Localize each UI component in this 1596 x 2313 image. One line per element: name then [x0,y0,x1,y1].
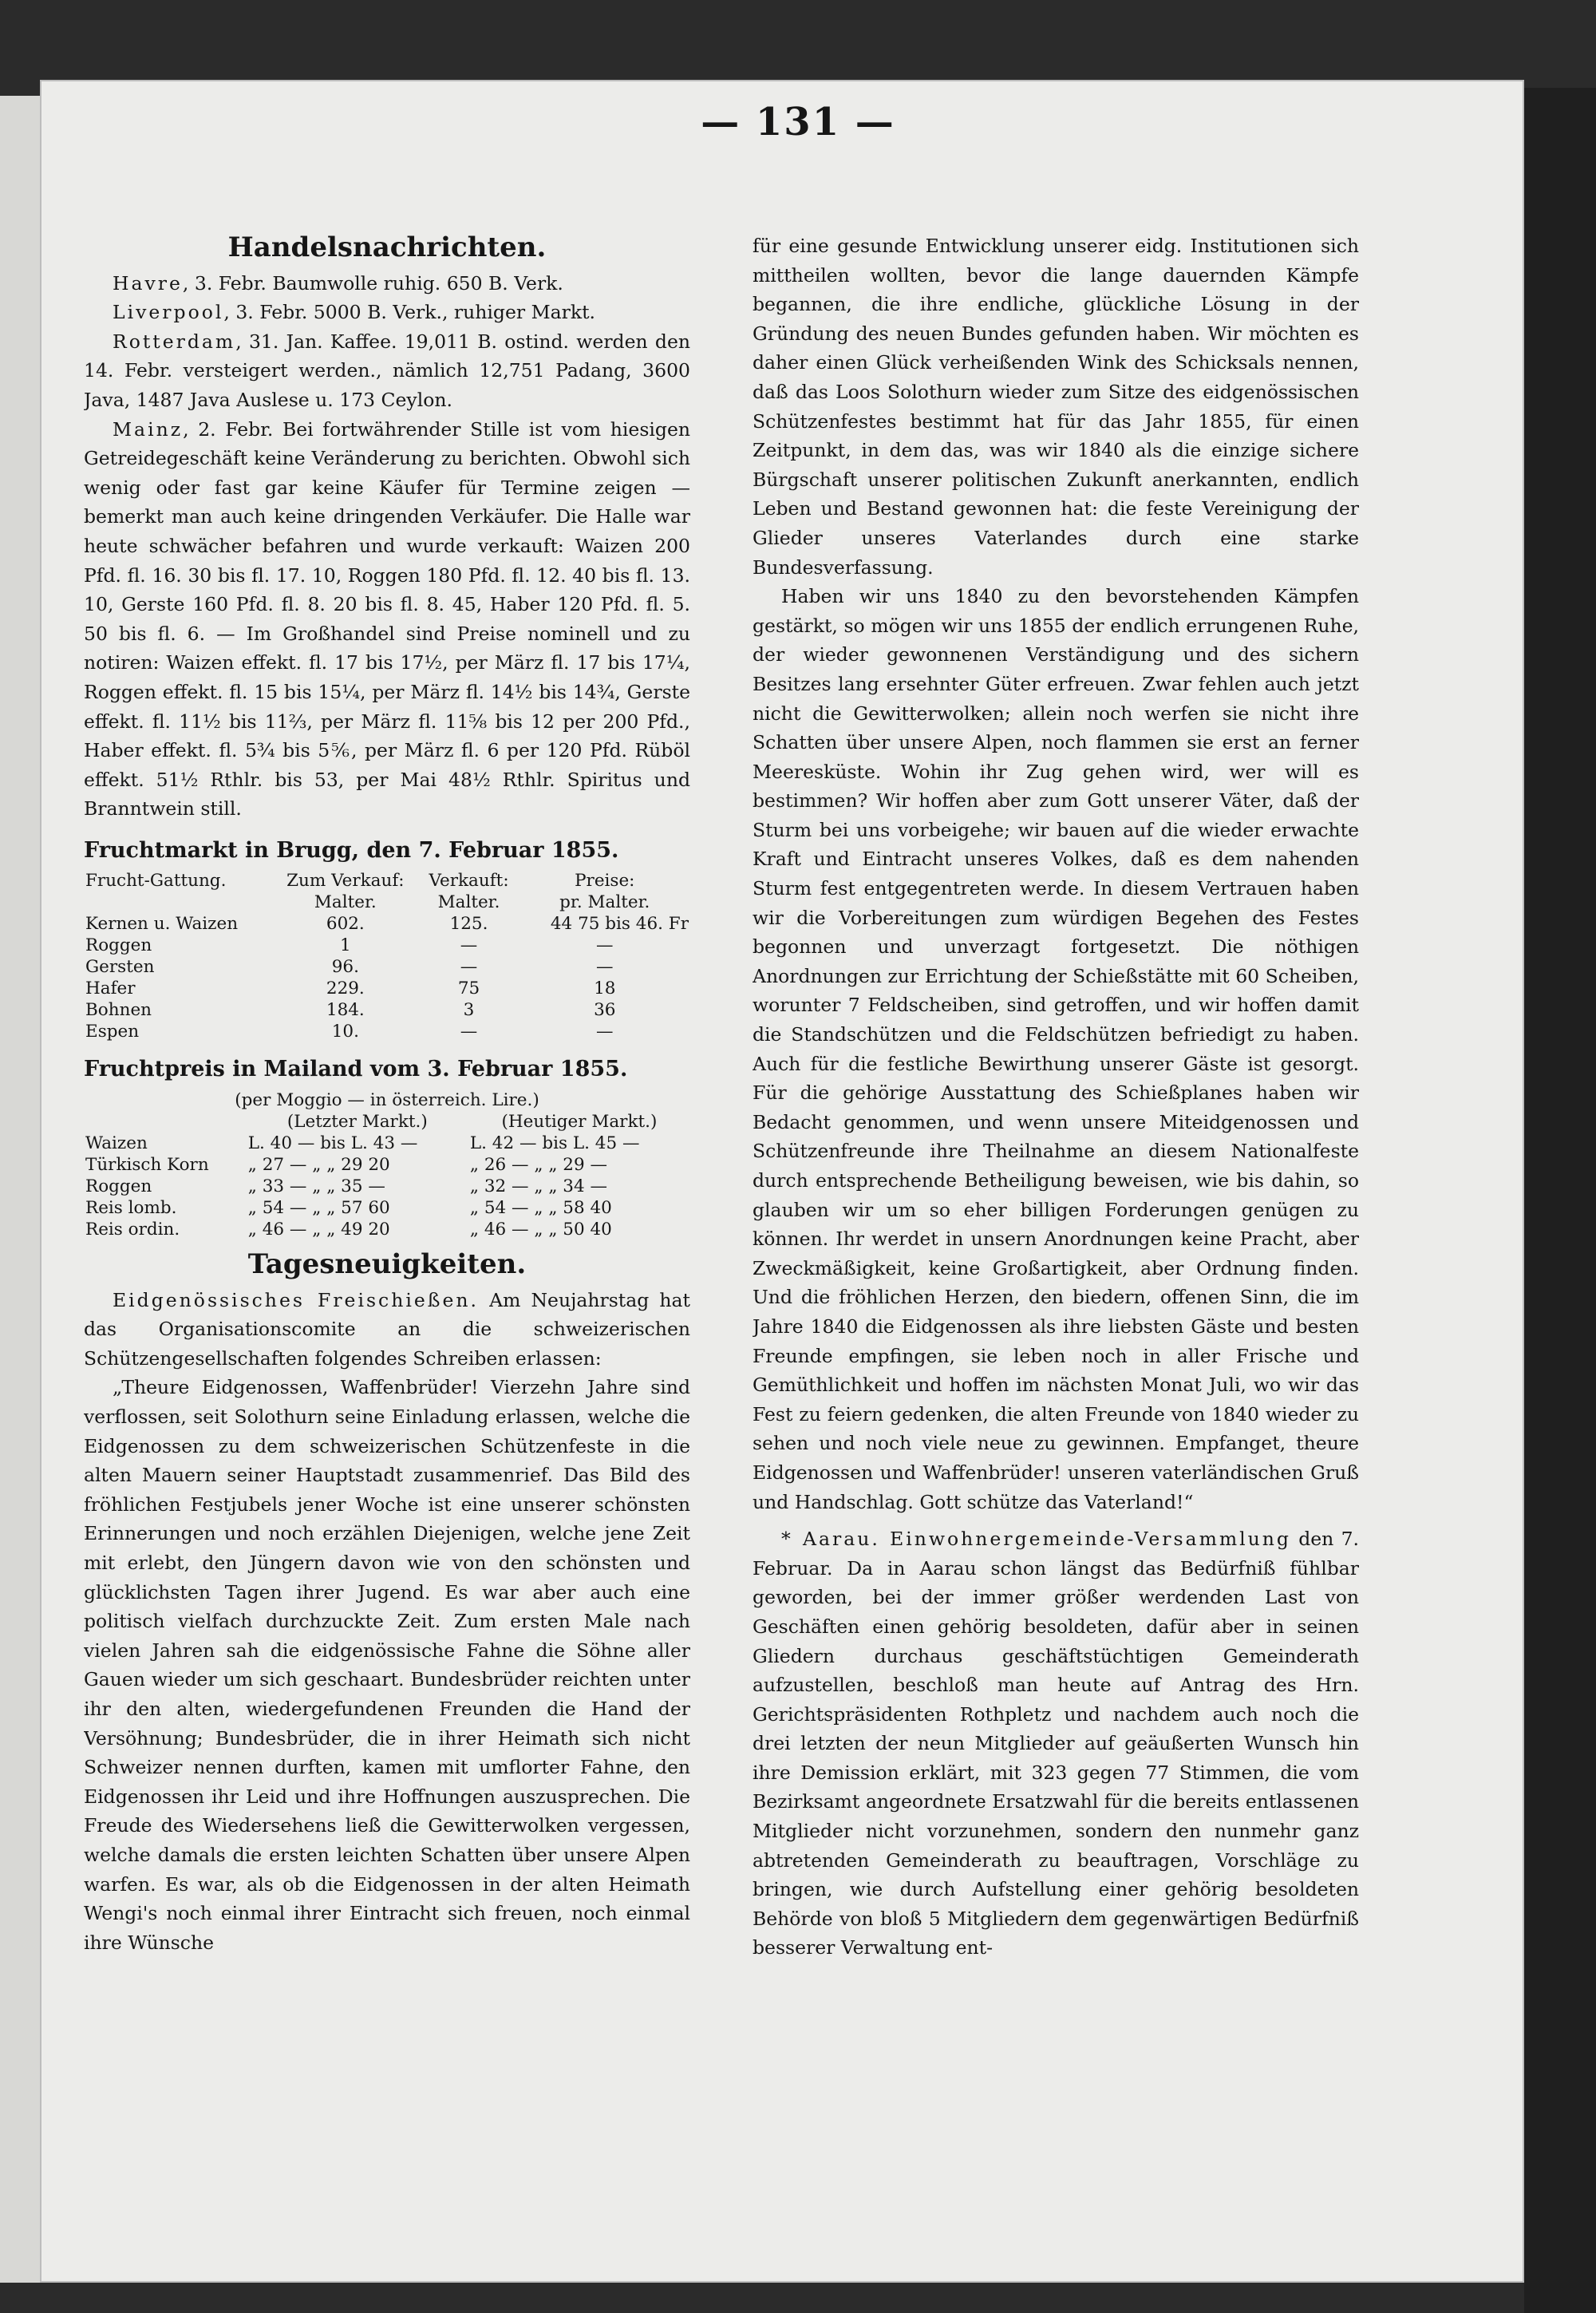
text-freischiessen-intro: Am Neujahrstag hat das Organisationscomite an die schweizerischen Schützengesellschaften folgendes Schreiben erlassen: [84,1288,690,1370]
article-aarau [753,1524,1359,1963]
table-row [84,956,690,978]
cell-zum: 229. [326,979,365,999]
right-column [753,231,1359,2131]
heading-handelsnachrichten: Handelsnachrichten. [227,231,547,263]
heading-fruchtpreis: Fruchtpreis in Mailand vom 3. Februar 1855. [84,1057,628,1082]
text-aarau: den 7. Februar. Da in Aarau schon längst das Bedürfniß fühlbar geworden, bei der immer größer werdenden Last von Geschäften einen gehörig besoldeten, dafür aber in seinen Gliedern durchaus geschäftstüchtigen Gemeinderath aufzustellen, beschloß man heute auf Antrag des Hrn. Gerichtspräsidenten Rothpletz und nachdem auch noch die drei letzten der neun Mitglieder auf geäußerten Wunsch hin ihre Demission erklärt, mit 323 gegen 77 Stimmen, die vom Bezirksamt angeordnete Ersatzwahl für die bereits entlassenen Mitglieder nicht vorzunehmen, sondern den nunmehr ganz abtretenden Gemeinderath zu beauftragen, Vorschläge zu bringen, wie durch Aufstellung einer gehörig besoldeten Behörde von bloß 5 Mitgliedern dem gegenwärtigen Bedürfniß besserer Verwaltung ent- [753,1528,1359,1959]
article-mainz [84,415,690,824]
cell-heutiger: „ 26 — „ „ 29 — [469,1155,607,1176]
place-rotterdam: Rotterdam [113,330,236,353]
place-aarau: * Aarau. Einwohnergemeinde-Versammlung [781,1528,1291,1551]
letter-text-left: „Theure Eidgenossen, Waffenbrüder! Vierzehn Jahre sind verflossen, seit Solothurn seine Einladung erlassen, welche die Eidgenossen zu dem schweizerischen Schützenfeste in die alten Mauern seiner Hauptstadt zusammenrief. Das Bild des fröhlichen Festjubels jener Woche ist eine unserer schönsten Erinnerungen und noch erzählen Diejenigen, welche jene Zeit mit erlebt, den Jüngern davon wie von den schönsten und glücklichsten Tagen ihrer Jugend. Es war aber auch eine politisch vielfach durchzuckte Zeit. Zum ersten Male nach vielen Jahren sah die eidgenössische Fahne die Söhne aller Gauen wieder um sich geschaart. Bundesbrüder reichten unter ihr den alten, wiedergefundenen Freunden die Hand der Versöhnung; Bundesbrüder, die in ihrer Heimath sich nicht Schweizer nennen durften, kamen mit umflorter Fahne, den Eidgenossen ihr Leid und ihre Hoffnungen auszusprechen. Die Freude des Wiedersehens ließ die Gewitterwolken vergessen, welche damals die ersten leichten Schatten über unsere Alpen warfen. Es war, als ob die Eidgenossen in der alten Heimath Wengi's noch einmal ihrer Eintracht sich freuen, noch einmal ihre Wünsche [84,1376,690,1954]
article-havre [84,269,690,299]
cell-name: Türkisch Korn [85,1155,209,1176]
cell-preis: — [596,1022,614,1042]
cell-letzter: „ 54 — „ „ 57 60 [247,1198,390,1219]
left-page-edge [0,96,40,2283]
text-rotterdam: , 31. Jan. Kaffee. 19,011 B. ostind. werden den 14. Febr. versteigert werden., nämlich 12,751 Padang, 3600 Java, 1487 Java Auslese u. 173 Ceylon. [84,330,690,411]
cell-zum: 184. [326,1000,365,1021]
cell-zum: 602. [326,914,365,935]
fruchtmarkt-unit-row [84,892,690,913]
article-liverpool [84,298,690,327]
article-freischiessen-intro [84,1286,690,1374]
fruchtpreis-table [84,1111,690,1240]
cell-verk: — [460,1022,478,1042]
table-row [84,1176,690,1197]
text-havre: , 3. Febr. Baumwolle ruhig. 650 B. Verk. [182,271,563,295]
cell-name: Espen [85,1022,140,1042]
fruchtpreis-header-row [84,1111,690,1133]
letter-text-right-2: Haben wir uns 1840 zu den bevorstehenden Kämpfen gestärkt, so mögen wir uns 1855 der endlich errungenen Ruhe, der wieder gewonnenen Verständigung und des sichern Besitzes lang ersehnter Güter erfreuen. Zwar fehlen auch jetzt nicht die Gewitterwolken; allein noch werfen sie nicht ihre Schatten über unsere Alpen, noch flammen sie erst an ferner Meeresküste. Wohin ihr Zug gehen wird, wer will es bestimmen? Wir hoffen aber zum Gott unserer Väter, daß der Sturm bei uns vorbeigehe; wir bauen auf die wieder erwachte Kraft und Eintracht unseres Volkes, daß es dem nahenden Sturm fest entgegentreten werde. In diesem Vertrauen haben wir die Vorbereitungen zum würdigen Begehen des Festes begonnen und unverzagt fortgesetzt. Die nöthigen Anordnungen zur Errichtung der Schießstätte mit 60 Scheiben, worunter 7 Feldscheiben, sind getroffen, und wir hoffen damit die Standschützen und die Feldschützen befriedigt zu haben. Auch für die festliche Bewirthung unserer Gäste ist gesorgt. Für die gehörige Ausstattung des Schießplanes haben wir Bedacht genommen, und wenn unsere Miteidgenossen und Schützenfreunde ihre Theilnahme an diesem Nationalfeste durch entsprechende Betheiligung beweisen, wie bis dahin, so glauben wir um so eher billigen Forderungen genügen zu können. Ihr werdet in unsern Anordnungen keine Pracht, aber Zweckmäßigkeit, keine Großartigkeit, aber Ordnung finden. Und die fröhlichen Herzen, den biedern, offenen Sinn, die im Jahre 1840 die Eidgenossen als ihre liebsten Gäste und besten Freunde empfingen, sie leben noch in aller Frische und Gemüthlichkeit und hoffen im nächsten Monat Juli, wo wir das Fest zu feiern gedenken, die alten Freunde von 1840 wieder zu sehen und noch viele neue zu gewinnen. Empfanget, theure Eidgenossen und Waffenbrüder! unseren vaterländischen Gruß und Handschlag. Gott schütze das Vaterland!“ [753,585,1359,1513]
cell-name: Kernen u. Waizen [85,914,239,935]
cell-letzter: „ 27 — „ „ 29 20 [247,1155,390,1176]
cell-name: Hafer [85,979,136,999]
table-row [84,978,690,999]
cell-verk: — [460,957,478,978]
cell-preis: 44 75 bis 46. Fr [550,914,689,935]
text-mainz: , 2. Febr. Bei fortwährender Stille ist vom hiesigen Getreidegeschäft keine Veränderung zu berichten. Obwohl sich wenig oder fast gar keine Käufer für Termine zeigen — bemerkt man auch keine dringenden Verkäufer. Die Halle war heute schwächer befahren und wurde verkauft: Waizen 200 Pfd. fl. 16. 30 bis fl. 17. 10, Roggen 180 Pfd. fl. 12. 40 bis fl. 13. 10, Gerste 160 Pfd. fl. 8. 20 bis fl. 8. 45, Haber 120 Pfd. fl. 5. 50 bis fl. 6. — Im Großhandel sind Preise nominell und zu notiren: Waizen effekt. fl. 17 bis 17½, per März fl. 17 bis 17¼, Roggen effekt. fl. 15 bis 15¼, per März fl. 14½ bis 14¾, Gerste effekt. fl. 11½ bis 11⅔, per März fl. 11⅝ bis 12 per 200 Pfd., Haber effekt. fl. 5¾ bis 5⅚, per März fl. 6 per 120 Pfd. Rüböl effekt. 51½ Rthlr. bis 53, per Mai 48½ Rthlr. Spiritus und Branntwein still. [84,417,690,820]
cell-zum: 1 [339,935,351,956]
place-mainz: Mainz [113,417,184,441]
cell-preis: — [596,957,614,978]
cell-zum: 10. [331,1022,359,1042]
cell-preis: — [596,935,614,956]
fruchtpreis-subtitle: (per Moggio — in österreich. Lire.) [235,1090,539,1111]
cell-heutiger: „ 46 — „ „ 50 40 [469,1220,612,1240]
heading-fruchtmarkt: Fruchtmarkt in Brugg, den 7. Februar 1855. [84,837,619,863]
cell-letzter: „ 46 — „ „ 49 20 [247,1220,390,1240]
cell-preis: 36 [594,1000,616,1021]
unit-malter: Malter. [437,892,500,913]
table-row [84,1197,690,1219]
col-preise: Preise: [575,871,635,892]
cell-verk: — [460,935,478,956]
place-freischiessen: Eidgenössisches Freischießen. [113,1288,479,1311]
col-verkauft: Verkauft: [429,871,509,892]
col-zum-verkauf: Zum Verkauf: [286,871,405,892]
cell-heutiger: „ 32 — „ „ 34 — [469,1176,607,1197]
table-row [84,1133,690,1154]
cell-letzter: L. 40 — bis L. 43 — [247,1133,418,1154]
fruchtmarkt-table [84,870,690,1042]
cell-verk: 125. [449,914,488,935]
cell-name: Gersten [85,957,155,978]
article-rotterdam [84,327,690,415]
fruchtmarkt-header-row [84,870,690,892]
cell-name: Bohnen [85,1000,152,1021]
table-row [84,1021,690,1042]
cell-name: Roggen [85,1176,152,1197]
table-row [84,913,690,935]
col-gattung: Frucht-Gattung. [85,871,227,892]
unit-pr-malter: pr. Malter. [559,892,650,913]
book-cover-edge [1524,88,1596,2313]
table-row [84,1219,690,1240]
cell-name: Waizen [85,1133,148,1154]
place-liverpool: Liverpool [113,301,224,324]
text-liverpool: , 3. Febr. 5000 B. Verk., ruhiger Markt. [223,301,596,324]
cell-verk: 3 [463,1000,475,1021]
cell-heutiger: „ 54 — „ „ 58 40 [469,1198,612,1219]
cell-zum: 96. [331,957,359,978]
col-letzter-markt: (Letzter Markt.) [286,1112,428,1133]
table-row [84,1154,690,1176]
cell-letzter: „ 33 — „ „ 35 — [247,1176,385,1197]
cell-heutiger: L. 42 — bis L. 45 — [469,1133,640,1154]
cell-name: Reis lomb. [85,1198,177,1219]
table-row [84,999,690,1021]
cell-name: Reis ordin. [85,1220,180,1240]
cell-preis: 18 [594,979,616,999]
left-column [84,231,690,2131]
cell-name: Roggen [85,935,152,956]
cell-verk: 75 [457,979,480,999]
table-row [84,935,690,956]
unit-malter: Malter. [314,892,377,913]
heading-tagesneuigkeiten: Tagesneuigkeiten. [247,1248,527,1281]
place-havre: Havre [113,271,183,295]
col-heutiger-markt: (Heutiger Markt.) [501,1112,658,1133]
letter-text-right-1: für eine gesunde Entwicklung unserer eidg. Institutionen sich mittheilen wollten, bevor die lange dauernden Kämpfe begannen, die ihre endliche, glückliche Lösung in der Gründung des neuen Bundes gefunden haben. Wir möchten es daher einen Glück verheißenden Wink des Schicksals nennen, daß das Loos Solothurn wieder zum Sitze des eidgenössischen Schützenfestes bestimmt hat für das Jahr 1855, für einen Zeitpunkt, in dem das, was wir 1840 als die einzige sichere Bürgschaft unserer politischen Zukunft anerkannten, endlich Leben und Bestand gewonnen hat: die feste Vereinigung der Glieder unseres Vaterlandes durch eine starke Bundesverfassung. [753,235,1359,579]
page-number: — 131 — [701,100,895,144]
